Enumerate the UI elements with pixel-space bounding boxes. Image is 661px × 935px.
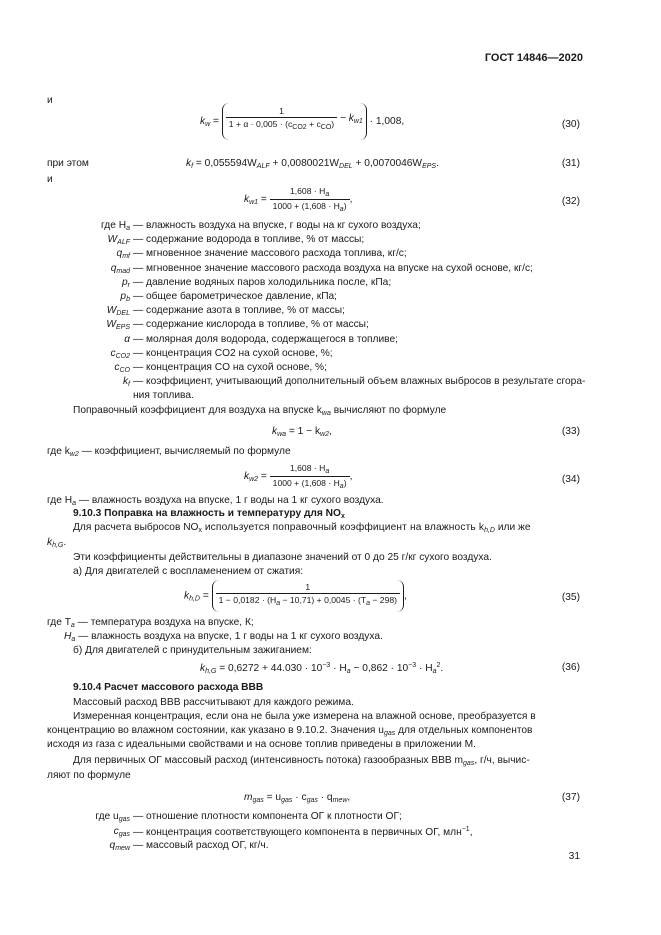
equation-33: $k_{wa} = 1 - k_{w2}$,: [272, 426, 332, 438]
equation-35: $k_{h,D}$ = $\frac{1}{1 - 0,0182 \cdot (H_a - 10,71) + 0,0045 \cdot (T_a - 298)}$ ,: [184, 580, 407, 612]
section-9-10-3: 9.10.3 Поправка на влажность и температуру для $NO_x$: [73, 508, 345, 520]
equation-number-33: (33): [561, 426, 580, 437]
equation-number-31: (31): [561, 158, 580, 169]
definition-row: [47, 348, 587, 362]
equation-number-32: (32): [561, 196, 580, 207]
paragraph-nox-1: Для расчета выбросов $NO_x$ используется поправочный коэффициент на влажность $k_{h,D}$ или же: [73, 522, 531, 534]
paragraph-prim-2: ляют по формуле: [47, 770, 131, 781]
paragraph-prim-1: Для первичных ОГ массовый расход (интенсивность потока) газообразных ВВВ $m_{gas}$, г/ч, вычис-: [73, 755, 530, 767]
definition-row: [47, 263, 587, 277]
definition-row: [47, 291, 587, 305]
definition-row: [47, 334, 587, 348]
definition-text: — концентрация соответствующего компонента в первичных ОГ, млн$^{-1}$,: [133, 825, 473, 838]
definition-term: $p_r$: [121, 276, 130, 289]
definition-term: $p_b$: [120, 291, 130, 303]
definition-term: $q_{mf}$: [116, 248, 130, 261]
definition-text: — молярная доля водорода, содержащегося в топливе;: [133, 333, 398, 345]
equation-number-36: (36): [561, 662, 580, 673]
standard-header: ГОСТ 14846—2020: [484, 52, 583, 64]
definition-term: $c_{CO}$: [114, 362, 130, 374]
definition-text: — массовый расход ОГ, кг/ч.: [133, 840, 269, 851]
definition-text: — содержание кислорода в топливе, % от массы;: [133, 319, 369, 331]
equation-37: $m_{gas} = u_{gas} \cdot c_{gas} \cdot q_{mew}$,: [244, 792, 351, 804]
definition-row: [47, 376, 587, 390]
definition-text: — мгновенное значение массового расхода топлива, кг/с;: [133, 248, 407, 260]
paragraph-meas-1: Измеренная концентрация, если она не была уже измерена на влажной основе, преобразуется в: [73, 711, 536, 722]
page-number: 31: [568, 851, 580, 862]
paragraph-range: Эти коэффициенты действительны в диапазоне значений от 0 до 25 г/кг сухого воздуха.: [73, 552, 492, 563]
equation-number-30: (30): [561, 119, 580, 130]
equation-32: $k_{w1}$ = $\frac{1,608 \cdot H_a}{1000 + (1,608 \cdot H_a)}$ ,: [244, 186, 353, 213]
definition-text: — общее барометрическое давление, кПа;: [133, 291, 338, 302]
definition-row: [47, 826, 587, 840]
definition-term: $c_{CO2}$: [110, 347, 130, 360]
definition-text: — концентрация CO2 на сухой основе, %;: [133, 347, 333, 359]
definition-text: — содержание азота в топливе, % от массы;: [133, 305, 345, 317]
lead-and-2: и: [47, 174, 53, 185]
paragraph-meas-3: исходя из газа с идеальными свойствами и на основе топлив приведены в приложении М.: [47, 739, 476, 750]
paragraph-mass-1: Массовый расход ВВВ рассчитывают для каждого режима.: [73, 697, 354, 708]
definition-row: [47, 840, 587, 854]
equation-34: $k_{w2}$ = $\frac{1,608 \cdot H_a}{1000 + (1,608 \cdot H_a)}$ ,: [244, 463, 353, 490]
definition-text: — содержание водорода в топливе, % от массы;: [133, 234, 365, 246]
definition-row: [47, 811, 587, 825]
definition-term: $W_{EPS}$: [106, 319, 130, 332]
definition-row: [47, 305, 587, 319]
definition-row: [47, 248, 587, 262]
equation-number-34: (34): [561, 474, 580, 485]
definition-term: $W_{ALF}$: [107, 234, 130, 247]
definition-text: — отношение плотности компонента ОГ к плотности ОГ;: [133, 811, 402, 822]
definition-row: [47, 319, 587, 333]
definition-text: — давление водяных паров холодильника после, кПа;: [133, 276, 392, 288]
definition-term: $k_f$: [122, 376, 130, 389]
definition-term: $c_{gas}$: [113, 825, 130, 838]
definition-term: $q_{mew}$: [109, 840, 130, 852]
equation-number-37: (37): [561, 792, 580, 803]
definition-term: $q_{mad}$: [110, 262, 130, 275]
definition-row: [47, 362, 587, 376]
where-kw2: где $k_{w2}$ — коэффициент, вычисляемый по формуле: [47, 446, 291, 458]
equation-31: $k_f = 0,055594W_{ALF} + 0,0080021W_{DEL} + 0,0070046W_{EPS}$.: [186, 158, 439, 170]
paragraph-meas-2: концентрацию во влажном состоянии, как указано в 9.10.2. Значения $u_{gas}$ для отдельных компонентов: [47, 725, 533, 737]
where-ta: где $T_a$ — температура воздуха на впуске, К;: [47, 617, 254, 629]
definition-text: — мгновенное значение массового расхода воздуха на впуске на сухой основе, кг/с;: [133, 262, 533, 274]
equation-number-35: (35): [561, 592, 580, 603]
section-9-10-4: 9.10.4 Расчет массового расхода ВВВ: [73, 682, 264, 693]
equation-30: $k_w$ = 1 $1 + \alpha \cdot 0,005 \cdot (c_{CO2} + c_{CO})$ − $k_{w1} \cdot 1,008$,: [200, 103, 404, 140]
item-b: б) Для двигателей с принудительным зажиганием:: [73, 645, 312, 656]
definition-text: — коэффициент, учитывающий дополнительный объем влажных выбросов в результате сгора-: [133, 376, 586, 388]
equation-36: $k_{h,G} = 0,6272 + 44.030 \cdot 10^{-3} \cdot H_a - 0,862 \cdot 10^{-3} \cdot H_a^2$.: [200, 662, 444, 675]
definition-term: где $H_a$: [101, 220, 130, 232]
definition-term: α: [124, 333, 130, 345]
where-ha-2: $H_a$ — влажность воздуха на впуске, 1 г воды на 1 кг сухого воздуха.: [64, 631, 383, 643]
definition-row: [47, 277, 587, 291]
definition-row: [47, 220, 587, 234]
lead-pri-etom: при этом: [47, 158, 89, 169]
paragraph-nox-2: $k_{h,G}$.: [47, 537, 67, 549]
lead-and: и: [47, 95, 53, 106]
definition-row: [47, 234, 587, 248]
definition-term: где $u_{gas}$: [95, 811, 130, 823]
definition-text: ния топлива.: [133, 390, 194, 402]
definition-text: — влажность воздуха на впуске, г воды на кг сухого воздуха;: [133, 220, 421, 231]
definition-row: [47, 390, 587, 404]
item-a: а) Для двигателей с воспламенением от сжатия:: [73, 566, 304, 577]
paragraph-kwa: Поправочный коэффициент для воздуха на впуске $k_{wa}$ вычисляют по формуле: [73, 405, 447, 417]
definition-term: $W_{DEL}$: [106, 305, 130, 318]
definition-text: — концентрация CO на сухой основе, %;: [133, 362, 327, 373]
where-ha-1: где $H_a$ — влажность воздуха на впуске, 1 г воды на 1 кг сухого воздуха.: [47, 495, 384, 507]
